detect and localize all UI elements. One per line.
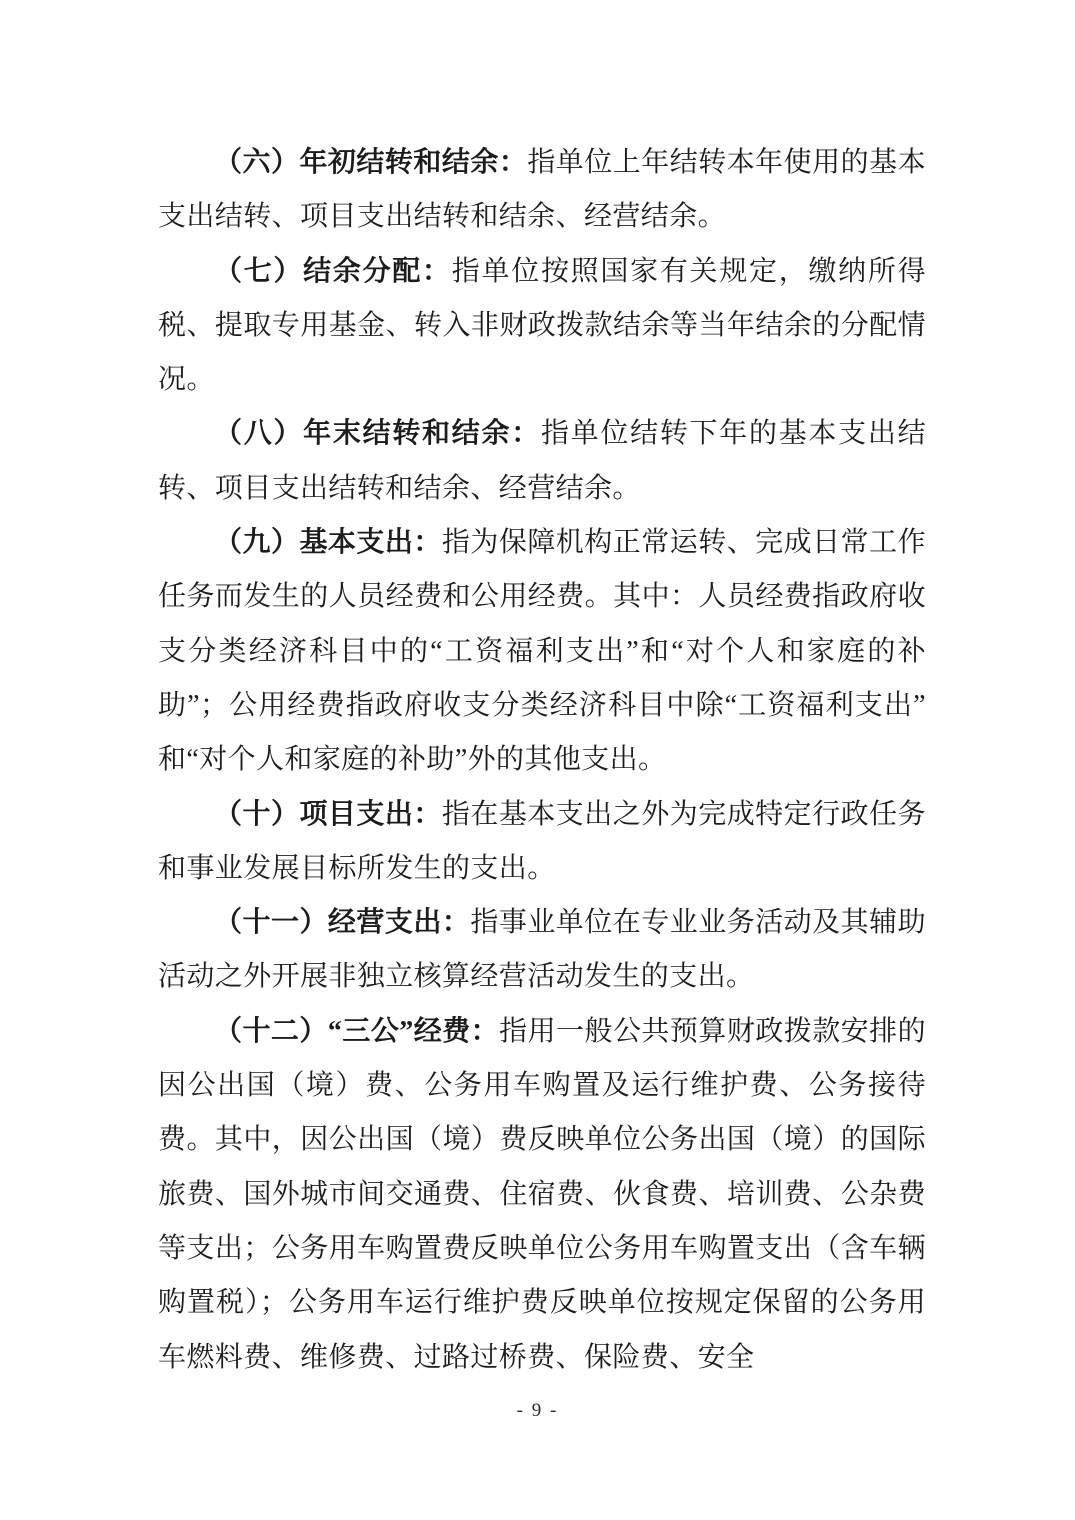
term-definition: 指为保障机构正常运转、完成日常工作任务而发生的人员经费和公用经费。其中：人员经费指政府收支分类经济科目中的“工资福利支出”和“对个人和家庭的补助”；公用经费指政府收支分类经济科目中除“工资福利支出”和“对个人和家庭的补助”外的其他支出。 [158, 527, 926, 776]
term-label: （六）年初结转和结余： [214, 147, 528, 178]
term-label: （十）项目支出： [214, 798, 442, 830]
term-label: （七）结余分配： [214, 255, 452, 287]
term-definition: 指单位结转下年的基本支出结转、项目支出结转和结余、经营结余。 [158, 418, 926, 504]
term-definition: 指在基本支出之外为完成特定行政任务和事业发展目标所发生的支出。 [158, 798, 926, 884]
paragraph-definition-7 [158, 245, 926, 408]
term-definition: 指单位按照国家有关规定，缴纳所得税、提取专用基金、转入非财政拨款结余等当年结余的分配情况。 [158, 255, 927, 396]
paragraph-definition-10 [158, 788, 926, 897]
term-definition: 指单位上年结转本年使用的基本支出结转、项目支出结转和结余、经营结余。 [158, 147, 926, 233]
page-number [0, 1400, 1075, 1422]
term-label: （十二）“三公”经费： [214, 1015, 500, 1047]
term-label: （八）年末结转和结余： [214, 418, 541, 450]
term-definition: 指用一般公共预算财政拨款安排的因公出国（境）费、公务用车购置及运行维护费、公务接待费。其中，因公出国（境）费反映单位公务出国（境）的国际旅费、国外城市间交通费、住宿费、伙食费、培训费、公杂费等支出；公务用车购置费反映单位公务用车购置支出（含车辆购置税）；公务用车运行维护费反映单位按规定保留的公务用车燃料费、维修费、过路过桥费、保险费、安全 [158, 1015, 926, 1373]
paragraph-definition-12 [158, 1005, 926, 1385]
term-label: （九）基本支出： [214, 527, 442, 559]
paragraph-definition-11 [158, 896, 926, 1005]
page-number-label: - 9 - [516, 1400, 559, 1421]
term-definition: 指事业单位在专业业务活动及其辅助活动之外开展非独立核算经营活动发生的支出。 [158, 907, 927, 993]
paragraph-definition-8 [158, 407, 926, 516]
term-label: （十一）经营支出： [214, 907, 471, 939]
document-body [158, 136, 926, 1385]
paragraph-definition-9 [158, 516, 926, 787]
paragraph-definition-6 [158, 136, 926, 245]
